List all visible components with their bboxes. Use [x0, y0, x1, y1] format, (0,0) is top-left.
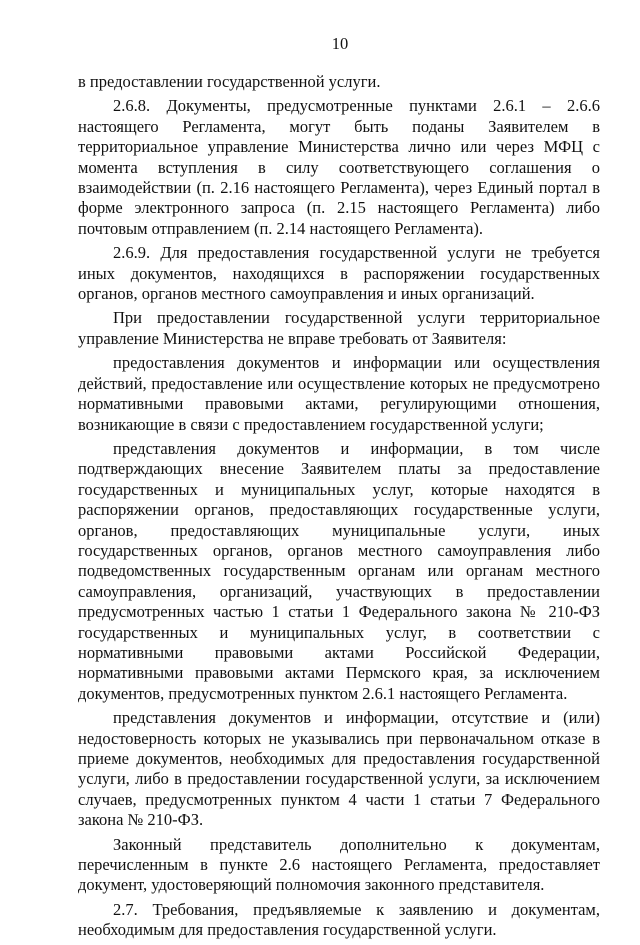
paragraph-requirement-3: представления документов и информации, отсутствие и (или) недостоверность которых не указывались при первоначальном отказе в приеме документов, необходимых для предоставления государственной услуги, либо в предоставлении государственной услуги, за исключением случаев, предусмотренных пунктом 4 части 1 статьи 7 Федерального закона № 210-ФЗ. — [78, 708, 600, 830]
paragraph-2-6-8: 2.6.8. Документы, предусмотренные пунктами 2.6.1 – 2.6.6 настоящего Регламента, могут быть поданы Заявителем в территориальное управление Министерства лично или через МФЦ с момента вступления в силу соответствующего соглашения о взаимодействии (п. 2.16 настоящего Регламента), через Единый портал в форме электронного запроса (п. 2.15 настоящего Регламента) либо почтовым отправлением (п. 2.14 настоящего Регламента). — [78, 96, 600, 238]
paragraph-continuation: в предоставлении государственной услуги. — [78, 72, 381, 91]
paragraph-2-7: 2.7. Требования, предъявляемые к заявлению и документам, необходимым для предоставления государственной услуги. — [78, 899, 600, 940]
paragraph-legal-representative: Законный представитель дополнительно к документам, перечисленным в пункте 2.6 настоящего Регламента, предоставляет документ, удостоверяющий полномочия законного представителя. — [78, 834, 600, 895]
paragraph-requirement-1: предоставления документов и информации или осуществления действий, предоставление или осуществление которых не предусмотрено нормативными правовыми актами, регулирующими отношения, возникающие в связи с предоставлением государственной услуги; — [78, 353, 600, 434]
paragraph-2-6-9: 2.6.9. Для предоставления государственной услуги не требуется иных документов, находящихся в распоряжении государственных органов, органов местного самоуправления и иных организаций. — [78, 243, 600, 304]
paragraph-requirement-2: представления документов и информации, в том числе подтверждающих внесение Заявителем платы за предоставление государственных и муниципальных услуг, которые находятся в распоряжении органов, предоставляющих государственные услуги, органов, предоставляющих муниципальные услуги, иных государственных органов, органов местного самоуправления либо подведомственных государственным органам или органам местного самоуправления, организаций, участвующих в предоставлении предусмотренных частью 1 статьи 1 Федерального закона № 210-ФЗ государственных и муниципальных услуг, в соответствии с нормативными правовыми актами Российской Федерации, нормативными правовыми актами Пермского края, за исключением документов, предусмотренных пунктом 2.6.1 настоящего Регламента. — [78, 438, 600, 703]
paragraph-not-entitled: При предоставлении государственной услуги территориальное управление Министерства не вправе требовать от Заявителя: — [78, 308, 600, 348]
document-body — [78, 72, 600, 945]
page-number: 10 — [331, 34, 349, 53]
